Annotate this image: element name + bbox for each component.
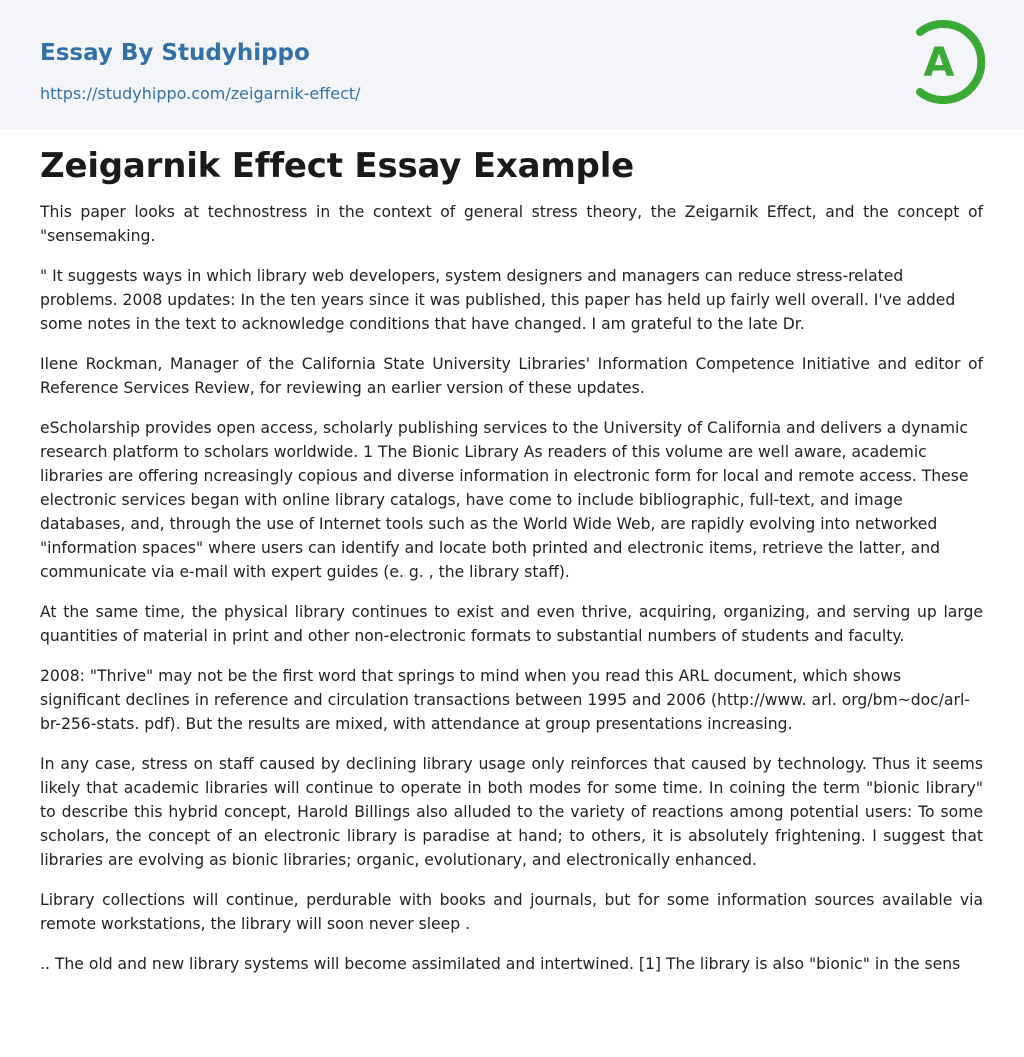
essay-paragraph: This paper looks at technostress in the context of general stress theory, the Zeigarnik Effect, and the concept of "sensemaking.	[40, 203, 983, 245]
page-title: Zeigarnik Effect Essay Example	[40, 146, 635, 186]
brand-name[interactable]: Essay By Studyhippo	[40, 40, 310, 66]
essay-paragraph: At the same time, the physical library continues to exist and even thrive, acquiring, organizing, and serving up large quantities of material in print and other non-electronic formats to substantial numbers of students and faculty.	[40, 603, 983, 645]
essay-paragraph: Ilene Rockman, Manager of the California State University Libraries' Information Competence Initiative and editor of Reference Services Review, for reviewing an earlier version of these updates.	[40, 355, 983, 397]
essay-url-link[interactable]: https://studyhippo.com/zeigarnik-effect/	[40, 84, 361, 103]
essay-paragraph: eScholarship provides open access, scholarly publishing services to the University of California and delivers a dynamic research platform to scholars worldwide. 1 The Bionic Library As readers of this volume are well aware, academic libraries are offering ncreasingly copious and diverse information in electronic form for local and remote access. These electronic services began with online library catalogs, have come to include bibliographic, full-text, and image databases, and, through the use of Internet tools such as the World Wide Web, are rapidly evolving into networked "information spaces" where users can identify and locate both printed and electronic items, retrieve the latter, and communicate via e-mail with expert guides (e. g. , the library staff).	[40, 419, 969, 581]
logo-letter: A	[923, 40, 955, 86]
studyhippo-logo-icon[interactable]	[906, 18, 988, 106]
essay-paragraph: 2008: "Thrive" may not be the first word that springs to mind when you read this ARL document, which shows significant declines in reference and circulation transactions between 1995 and 2006 (http://www. arl. org/bm~doc/arl-br-256-stats. pdf). But the results are mixed, with attendance at group presentations increasing.	[40, 667, 970, 733]
essay-paragraph: " It suggests ways in which library web developers, system designers and managers can reduce stress-related problems. 2008 updates: In the ten years since it was published, this paper has held up fairly well overall. I've added some notes in the text to acknowledge conditions that have changed. I am grateful to the late Dr.	[40, 267, 956, 333]
essay-paragraph: .. The old and new library systems will become assimilated and intertwined. [1] The library is also "bionic" in the sens	[40, 955, 961, 973]
essay-body	[40, 200, 983, 992]
essay-paragraph: Library collections will continue, perdurable with books and journals, but for some information sources available via remote workstations, the library will soon never sleep .	[40, 891, 983, 933]
essay-paragraph: In any case, stress on staff caused by declining library usage only reinforces that caused by technology. Thus it seems likely that academic libraries will continue to operate in both modes for some time. In coining the term "bionic library" to describe this hybrid concept, Harold Billings also alluded to the variety of reactions among potential users: To some scholars, the concept of an electronic library is paradise at hand; to others, it is absolutely frightening. I suggest that libraries are evolving as bionic libraries; organic, evolutionary, and electronically enhanced.	[40, 755, 983, 869]
